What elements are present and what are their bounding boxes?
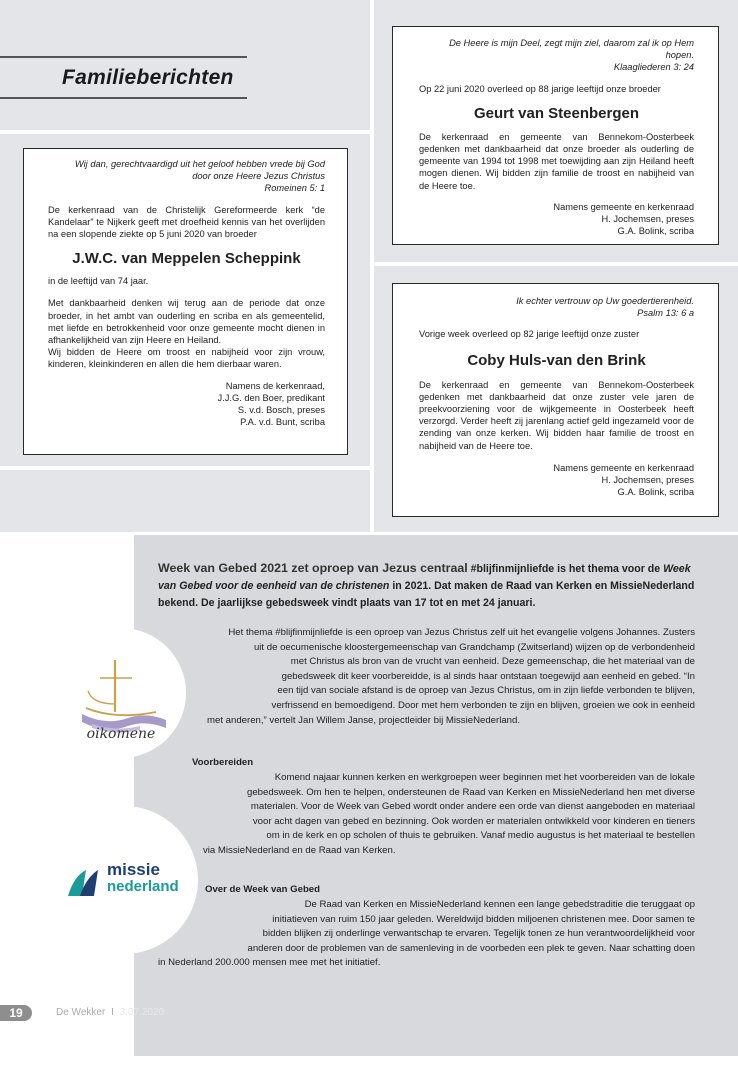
quote-reference: Romeinen 5: 1: [264, 183, 325, 194]
article-line: Het thema #blijfinmijnliefde is een oproep van Jezus Christus zelf uit het evangelie volgens Johannes. Zusters: [228, 627, 695, 638]
notice-body: Met dankbaarheid denken wij terug aan de periode dat onze broeder, in het ambt van ouderling en scriba en als gemeentelid, met liefde en betrokkenheid voor onze gemeente mocht dienen in afhankelijkheid van zijn Heere en Heiland.: [48, 298, 325, 346]
article-line: in Nederland 200.000 mensen mee met het initiatief.: [158, 957, 381, 969]
quote-line: door onze Heere Jezus Christus: [192, 171, 325, 182]
notice-intro: Vorige week overleed op 82 jarige leeftijd onze zuster: [419, 329, 640, 340]
death-notice-huls: [392, 283, 719, 517]
signature-line: Namens de kerkenraad,: [225, 380, 325, 391]
notice-body: Wij bidden de Heere om troost en nabijheid voor zijn vrouw, kinderen, kleinkinderen en allen die hem dierbaar waren.: [48, 347, 325, 370]
signature-line: S. v.d. Bosch, preses: [237, 405, 325, 416]
article-line: gebedsweek dit keer voorbereidde, is al sinds haar ontstaan toegewijd aan eenheid en gebed. “In: [281, 670, 695, 682]
article-paragraph-1: [150, 626, 695, 728]
signature-line: G.A. Bolink, scriba: [617, 226, 694, 237]
signature-line: J.J.G. den Boer, predikant: [217, 392, 325, 403]
quote-line: De Heere is mijn Deel, zegt mijn ziel, daarom zal ik op Hem hopen.: [449, 38, 694, 61]
article-paragraph-2: [150, 771, 695, 859]
issue-date: 3.07.2020: [119, 1007, 165, 1018]
death-notice-meppelen: [23, 148, 348, 455]
footer-separator: I: [111, 1007, 114, 1018]
signature-line: P.A. v.d. Bunt, scriba: [240, 417, 325, 428]
header-line-top: [0, 56, 247, 58]
notice-age: in de leeftijd van 74 jaar.: [48, 276, 149, 287]
article-line: een tijd van sociale afstand is de oproep van Jezus Christus, om in zijn liefde verbonden te blijven,: [277, 685, 695, 697]
deceased-name: J.W.C. van Meppelen Scheppink: [72, 250, 301, 268]
page-title: Familieberichten: [62, 66, 234, 89]
signature-line: Namens gemeente en kerkenraad: [553, 462, 694, 473]
notice-intro: De kerkenraad van de Christelijk Gereformeerde kerk “de Kandelaar” te Nijkerk geeft met droefheid kennis van het overlijden na een slopende ziekte op 5 juni 2020 van broeder: [48, 204, 325, 240]
notice-signature: [419, 201, 694, 238]
page-number: 19: [9, 1006, 23, 1020]
article-line: gebedsweek. Om hen te helpen, ondersteunen de Raad van Kerken en MissieNederland hen met diverse: [247, 786, 695, 798]
article-subheading-voorbereiden: Voorbereiden: [192, 757, 254, 768]
article-lead-emphasis: Week van Gebed voor de eenheid van de christenen: [158, 563, 691, 592]
article-headline: Week van Gebed 2021 zet oproep van Jezus centraal: [158, 561, 468, 575]
article-subheading-over: Over de Week van Gebed: [205, 884, 320, 895]
header-line-bottom: [0, 97, 247, 99]
signature-line: G.A. Bolink, scriba: [617, 487, 694, 498]
notice-body: De kerkenraad en gemeente van Bennekom-Oosterbeek gedenken met dankbaarheid dat onze broeder als ouderling de gemeente van 1994 tot 1998 met toewijding aan zijn Heiland heeft mogen dienen. Wij bidden zijn familie de troost en nabijheid van de Heere toe.: [419, 131, 694, 191]
notice-body: De kerkenraad en gemeente van Bennekom-Oosterbeek gedenken met dankbaarheid dat onze zuster vele jaren de preekvoorziening voor de wijkgemeente in Oosterbeek heeft verzorgd. Verder heeft zij jarenlang actief geld ingezameld voor de zending van onze kerken. Wij bidden haar familie de troost en nabijheid van de Heere toe.: [419, 379, 694, 451]
article-line: met anderen,” vertelt Jan Willem Janse, projectleider bij MissieNederland.: [207, 714, 520, 726]
notice-quote: [419, 295, 694, 319]
article-line: om in de kerk en op scholen of thuis te gebruiken. Vanaf medio augustus is het materiaal te bestellen: [266, 830, 695, 842]
missie-logo-word: missie: [107, 860, 160, 879]
notice-signature: [419, 462, 694, 499]
quote-reference: Psalm 13: 6 a: [637, 308, 694, 319]
article-lead: in 2021. Dat maken de Raad van Kerken en MissieNederland bekend. De jaarlijkse gebedsweek vindt plaats van 17 tot en met 24 januari.: [158, 580, 695, 609]
death-notice-steenbergen: [392, 26, 719, 245]
article-line: materialen. Voor de Week van Gebed wordt onder andere een orde van dienst aangeboden en materiaal: [250, 801, 695, 813]
notice-intro: Op 22 juni 2020 overleed op 88 jarige leeftijd onze broeder: [419, 83, 661, 94]
article-line: De Raad van Kerken en MissieNederland kennen een lange gebedstraditie die teruggaat op: [304, 899, 695, 910]
article-line: via MissieNederland en de Raad van Kerken.: [203, 844, 396, 856]
article-line: initiatieven van ruim 150 jaar geleden. Wereldwijd bidden miljoenen christenen mee. Door samen te: [272, 913, 695, 925]
article-line: voor acht dagen van gebed en bezinning. Ook worden er materialen ontwikkeld voor kinderen en tieners: [252, 815, 695, 827]
footer-info: [56, 1006, 164, 1020]
top-left-grey-panel: [0, 0, 370, 130]
article-line: uit de oecumenische kloostergemeenschap van Grandchamp (Zwitserland) wijzen op de verbondenheid: [253, 641, 695, 653]
signature-line: H. Jochemsen, preses: [601, 475, 694, 486]
article-line: anderen door de problemen van de samenleving in de voorbeden een plek te geven. Naar schatting doen: [247, 942, 695, 954]
notice-quote: [48, 158, 325, 195]
signature-line: H. Jochemsen, preses: [601, 214, 694, 225]
magazine-name: De Wekker: [56, 1007, 106, 1018]
article-paragraph-3: [150, 898, 695, 971]
article-line: met Christus als bron van de vrucht van eenheid. Deze gemeenschap, die het materiaal van de: [290, 656, 695, 668]
quote-reference: Klaagliederen 3: 24: [613, 62, 694, 73]
oikoumene-logo-text: oikomene: [86, 726, 156, 742]
page-number-badge: [0, 1005, 32, 1021]
article-line: bidden blijken zij onderlinge verwantschap te ervaren. Tegelijk tonen ze hun verantwoordelijkheid voor: [262, 928, 695, 940]
deceased-name: Coby Huls-van den Brink: [467, 351, 646, 369]
notice-signature: [48, 380, 325, 429]
article-line: Komend najaar kunnen kerken en werkgroepen weer beginnen met het voorbereiden van de lokale: [274, 772, 695, 783]
deceased-name: Geurt van Steenbergen: [473, 104, 640, 122]
signature-line: Namens gemeente en kerkenraad: [553, 201, 694, 212]
left-bottom-grey-panel: [0, 470, 370, 532]
article-lead: #blijfinmijnliefde is het thema voor de: [467, 563, 664, 575]
quote-line: Ik echter vertrouw op Uw goedertierenheid.: [516, 296, 694, 306]
missie-nederland-logo-icon: [64, 864, 104, 904]
article-headline-block: [158, 560, 708, 612]
nederland-logo-word: nederland: [107, 878, 179, 895]
quote-line: Wij dan, gerechtvaardigd uit het geloof hebben vrede bij God: [74, 159, 325, 169]
article-line: verfrissend en bemoedigend. Door met hem verbonden te zijn en blijven, groeien we ook in eenheid: [271, 699, 695, 711]
notice-quote: [419, 37, 694, 74]
